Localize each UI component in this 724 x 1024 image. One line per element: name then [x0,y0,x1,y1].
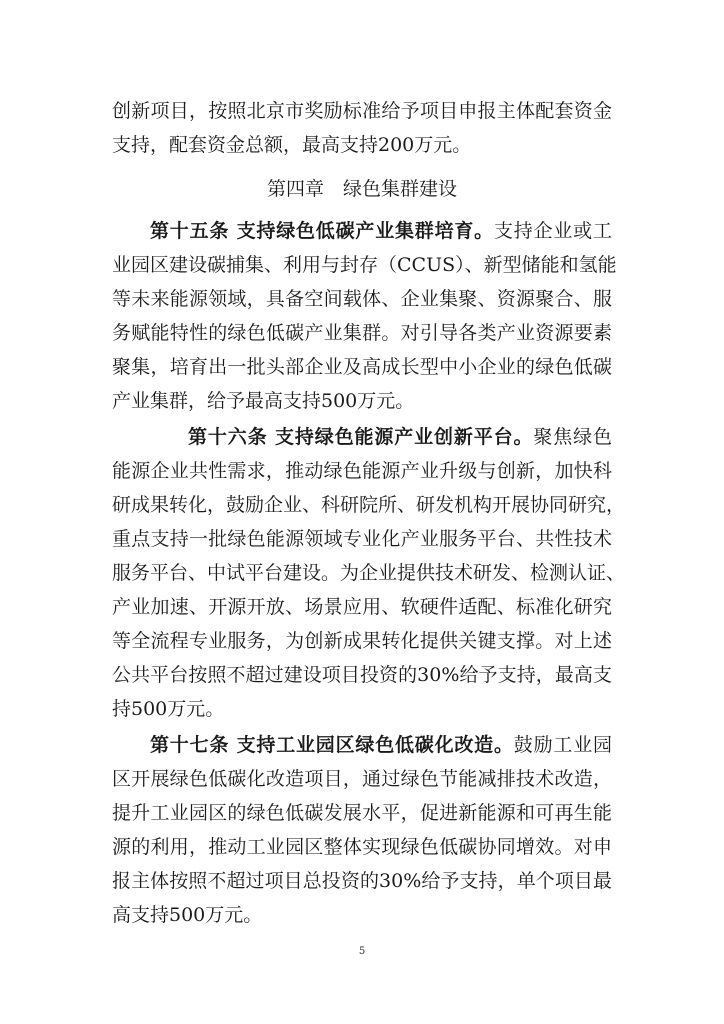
paragraph-line: 产业集群，给予最高支持500万元。 [112,390,415,412]
paragraph-line: 研成果转化，鼓励企业、科研院所、研发机构开展协同研究， [112,494,626,516]
paragraph-line: 等全流程专业服务，为创新成果转化提供关键支撑。对上述 [112,630,612,652]
paragraph-line: 能源企业共性需求，推动绿色能源产业升级与创新，加快科 [112,460,612,482]
paragraph-line: 报主体按照不超过项目总投资的30%给予支持，单个项目最 [112,870,612,892]
article-16-first-line [188,420,612,454]
article-17-heading: 第十七条 支持工业园区绿色低碳化改造。 [150,734,514,756]
article-17-first-line [150,728,612,762]
article-16-heading: 第十六条 支持绿色能源产业创新平台。 [188,426,534,448]
paragraph-line: 等未来能源领域，具备空间载体、企业集聚、资源聚合、服 [112,288,612,310]
paragraph-line: 源的利用，推动工业园区整体实现绿色低碳协同增效。对申 [112,836,612,858]
article-16-text: 聚焦绿色 [533,426,612,448]
page-number: 5 [358,946,366,957]
paragraph-line: 公共平台按照不超过建设项目投资的30%给予支持，最高支 [112,664,612,686]
article-15-first-line [150,214,612,248]
paragraph-line: 重点支持一批绿色能源领域专业化产业服务平台、共性技术 [112,528,612,550]
paragraph-line: 务赋能特性的绿色低碳产业集群。对引导各类产业资源要素 [112,322,612,344]
article-17-text: 鼓励工业园 [513,734,612,756]
article-15-heading: 第十五条 支持绿色低碳产业集群培育。 [150,220,494,242]
paragraph-line: 区开展绿色低碳化改造项目，通过绿色节能减排技术改造， [112,768,612,790]
paragraph-line: 产业加速、开源开放、场景应用、软硬件适配、标准化研究 [112,596,612,618]
paragraph-line: 聚集，培育出一批头部企业及高成长型中小企业的绿色低碳 [112,356,612,378]
article-15-text: 支持企业或工 [493,220,612,242]
paragraph-line: 提升工业园区的绿色低碳发展水平，促进新能源和可再生能 [112,802,612,824]
paragraph-line: 持500万元。 [112,698,225,720]
paragraph-line: 高支持500万元。 [112,904,263,926]
paragraph-line: 创新项目，按照北京市奖励标准给予项目申报主体配套资金 [112,100,612,122]
paragraph-line: 业园区建设碳捕集、利用与封存（CCUS）、新型储能和氢能 [112,254,617,276]
paragraph-line: 服务平台、中试平台建设。为企业提供技术研发、检测认证、 [112,562,626,584]
chapter-title: 第四章 绿色集群建设 [266,178,457,200]
paragraph-line: 支持，配套资金总额，最高支持200万元。 [112,134,472,156]
